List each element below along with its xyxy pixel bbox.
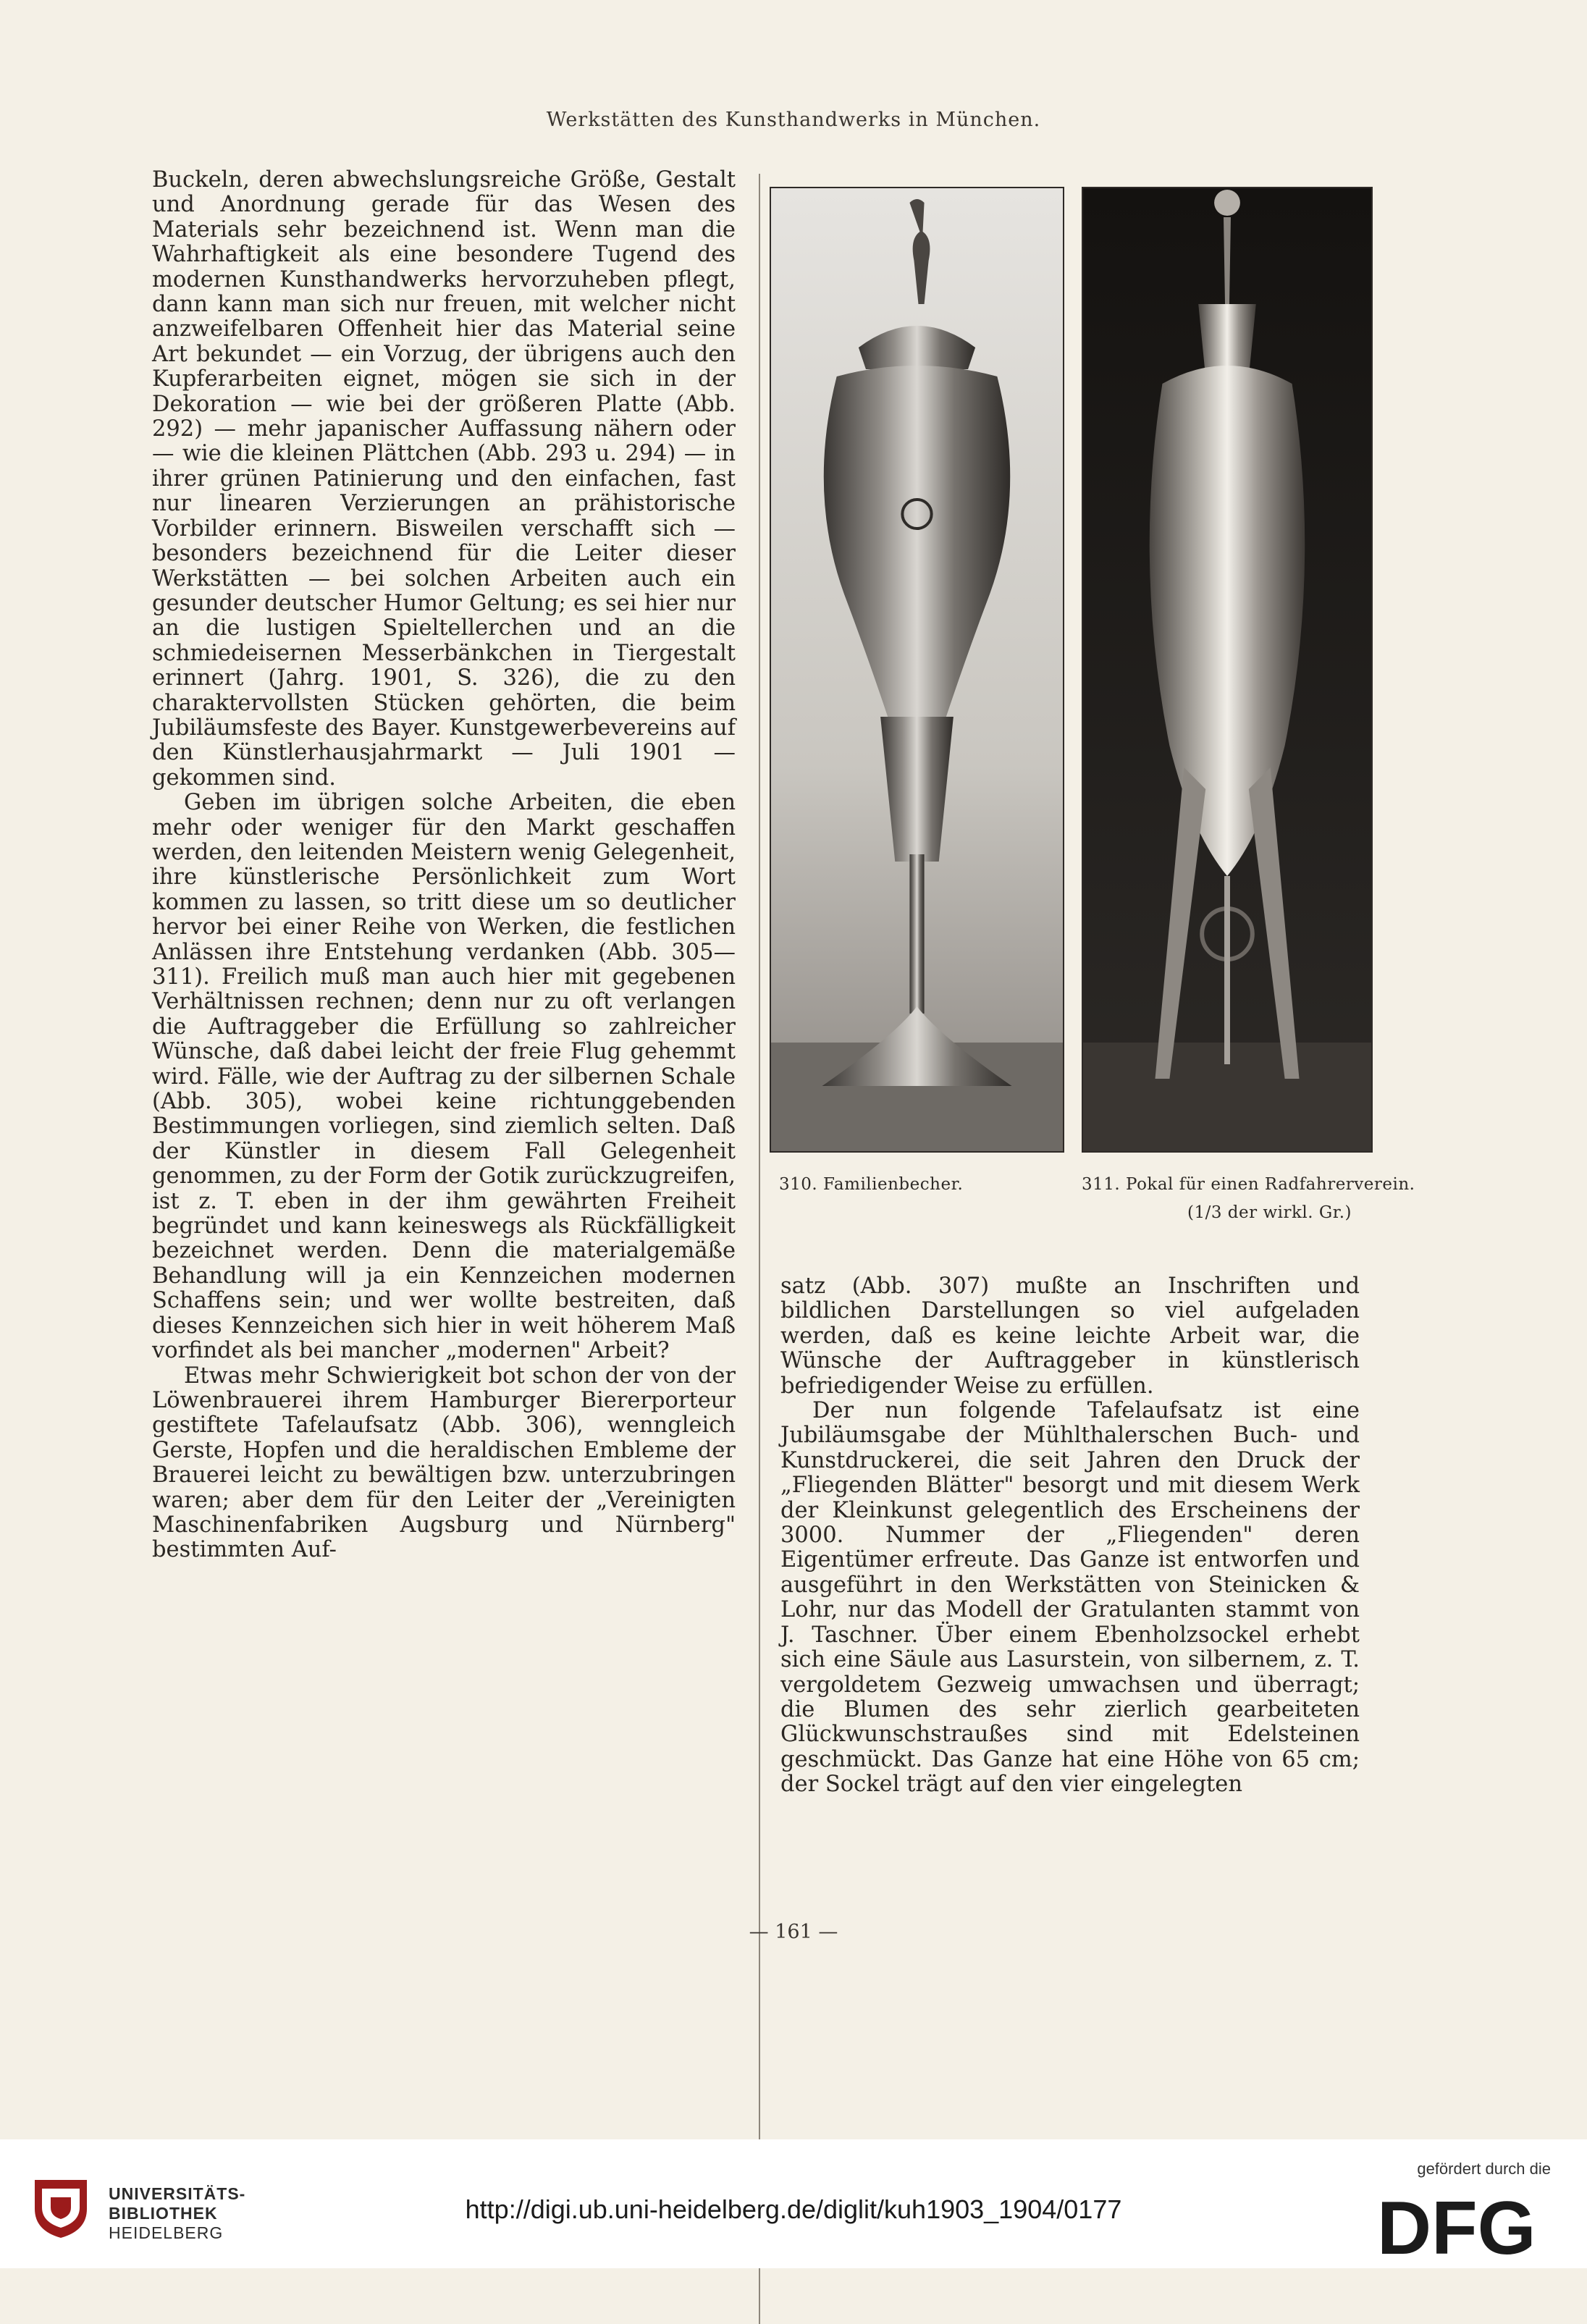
page-number: — 161 —: [749, 1921, 838, 1943]
library-name-line: BIBLIOTHEK: [109, 2204, 218, 2223]
paragraph: Geben im übrigen solche Arbeiten, die eben mehr oder weniger für den Markt geschaffen werden, den leitenden Meistern wenig Gelegenheit, ihre künstlerische Persönlichkeit zum Wort kommen zu lassen, so tritt diese um so deutlicher hervor bei einer Reihe von Werken, die festlichen Anlässen ihre Entstehung verdanken (Abb. 305—311). Freilich muß man auch hier mit gegebenen Verhältnissen rechnen; denn nur zu oft verlangen die Auftraggeber die Erfüllung so zahlreicher Wünsche, daß dabei leicht der freie Flug gehemmt wird. Fälle, wie der Auftrag zu der silbernen Schale (Abb. 305), wobei keine richtunggebenden Bestimmungen vorliegen, sind ziemlich selten. Daß der Künstler in diesem Fall Gelegenheit genommen, zu der Form der Gotik zurückzugreifen, ist z. T. eben in der ihm gewährten Freiheit begründet und kann keineswegs als Rückfälligkeit bezeichnet werden. Denn die materialgemäße Behandlung will ja ein Kennzeichen modernen Schaffens sein; und wer wollte bestreiten, daß dieses Kennzeichen sich hier in weit höherem Maß vorfindet als bei mancher „modernen" Arbeit?: [152, 790, 736, 1364]
running-head: Werkstätten des Kunsthandwerks in München.: [546, 109, 1041, 131]
paragraph: satz (Abb. 307) mußte an Inschriften und bildlichen Darstellungen so viel aufgeladen werden, daß es keine leichte Arbeit war, die Wünsche der Auftraggeber in künstlerisch befriedigender Weise zu erfüllen.: [780, 1273, 1360, 1399]
caption-311: 311. Pokal für einen Radfahrerverein.: [1082, 1175, 1415, 1194]
right-column: [780, 1274, 1360, 1798]
library-name-line: UNIVERSITÄTS-: [109, 2184, 246, 2203]
paragraph: Der nun folgende Tafelaufsatz ist eine Jubiläumsgabe der Mühlthalerschen Buch- und Kunstdruckerei, die seit Jahren den Druck der „Fliegenden Blätter" besorgt und mit diesem Werk der Kleinkunst gelegentlich des Erscheinens der 3000. Nummer der „Fliegenden" deren Eigentümer erfreute. Das Ganze ist entworfen und ausgeführt in den Werkstätten von Steinicken & Lohr, nur das Modell der Gratulanten stammt von J. Taschner. Über einem Ebenholzsockel erhebt sich eine Säule aus Lasurstein, von silbernem, z. T. vergoldetem Gezweig umwachsen und überragt; die Blumen des sehr zierlich gearbeiteten Glückwunschstraußes sind mit Edelsteinen geschmückt. Das Ganze hat eine Höhe von 65 cm; der Sockel trägt auf den vier eingelegten: [780, 1398, 1360, 1798]
funding-note: gefördert durch die: [1417, 2160, 1551, 2178]
dfg-logo-icon: [1374, 2184, 1555, 2264]
goblet-image: [771, 188, 1063, 1151]
footer-bar: [0, 2139, 1587, 2268]
figure-310-familienbecher: [770, 187, 1064, 1153]
figure-311-pokal: [1082, 187, 1373, 1153]
pokal-image: [1083, 188, 1371, 1151]
dfg-logo-text: DFG: [1377, 2186, 1536, 2264]
left-column: [152, 168, 736, 1563]
paragraph: Etwas mehr Schwierigkeit bot schon der von der Löwenbrauerei ihrem Hamburger Biererporteur gestiftete Tafelaufsatz (Abb. 306), wenngleich Gerste, Hopfen und die heraldischen Embleme der Brauerei leicht zu bewältigen bzw. unterzubringen waren; aber dem für den Leiter der „Vereinigten Maschinenfabriken Augsburg und Nürnberg" bestimmten Auf-: [152, 1363, 736, 1563]
paragraph: Buckeln, deren abwechslungsreiche Größe, Gestalt und Anordnung gerade für das Wesen des Materials sehr bezeichnend ist. Wenn man die Wahrhaftigkeit als eine besondere Tugend des modernen Kunsthandwerks hervorzuheben pflegt, dann kann man sich nur freuen, mit welcher nicht anzweifelbaren Offenheit hier das Material seine Art bekundet — ein Vorzug, der übrigens auch den Kupferarbeiten eignet, mögen sie sich in der Dekoration — wie bei der größeren Platte (Abb. 292) — mehr japanischer Auffassung nähern oder — wie die kleinen Plättchen (Abb. 293 u. 294) — in ihrer grünen Patinierung und den einfachen, fast nur linearen Verzierungen an prähistorische Vorbilder erinnern. Bisweilen verschafft sich — besonders bezeichnend für die Leiter dieser Werkstätten — bei solchen Arbeiten auch ein gesunder deutscher Humor Geltung; es sei hier nur an die lustigen Spieltellerchen und an die schmiedeisernen Messerbänkchen in Tiergestalt erinnert (Jahrg. 1901, S. 326), die zu den charaktervollsten Stücken gehörten, die beim Jubiläumsfeste des Bayer. Kunstgewerbevereins auf den Künstlerhausjahrmarkt — Juli 1901 — gekommen sind.: [152, 167, 736, 791]
library-name-line: HEIDELBERG: [109, 2223, 224, 2242]
caption-310: 310. Familienbecher.: [779, 1175, 964, 1194]
column-divider: [759, 174, 760, 2324]
permalink-url[interactable]: http://digi.ub.uni-heidelberg.de/diglit/kuh1903_1904/0177: [465, 2194, 1122, 2224]
caption-scale: (1/3 der wirkl. Gr.): [1187, 1203, 1352, 1222]
